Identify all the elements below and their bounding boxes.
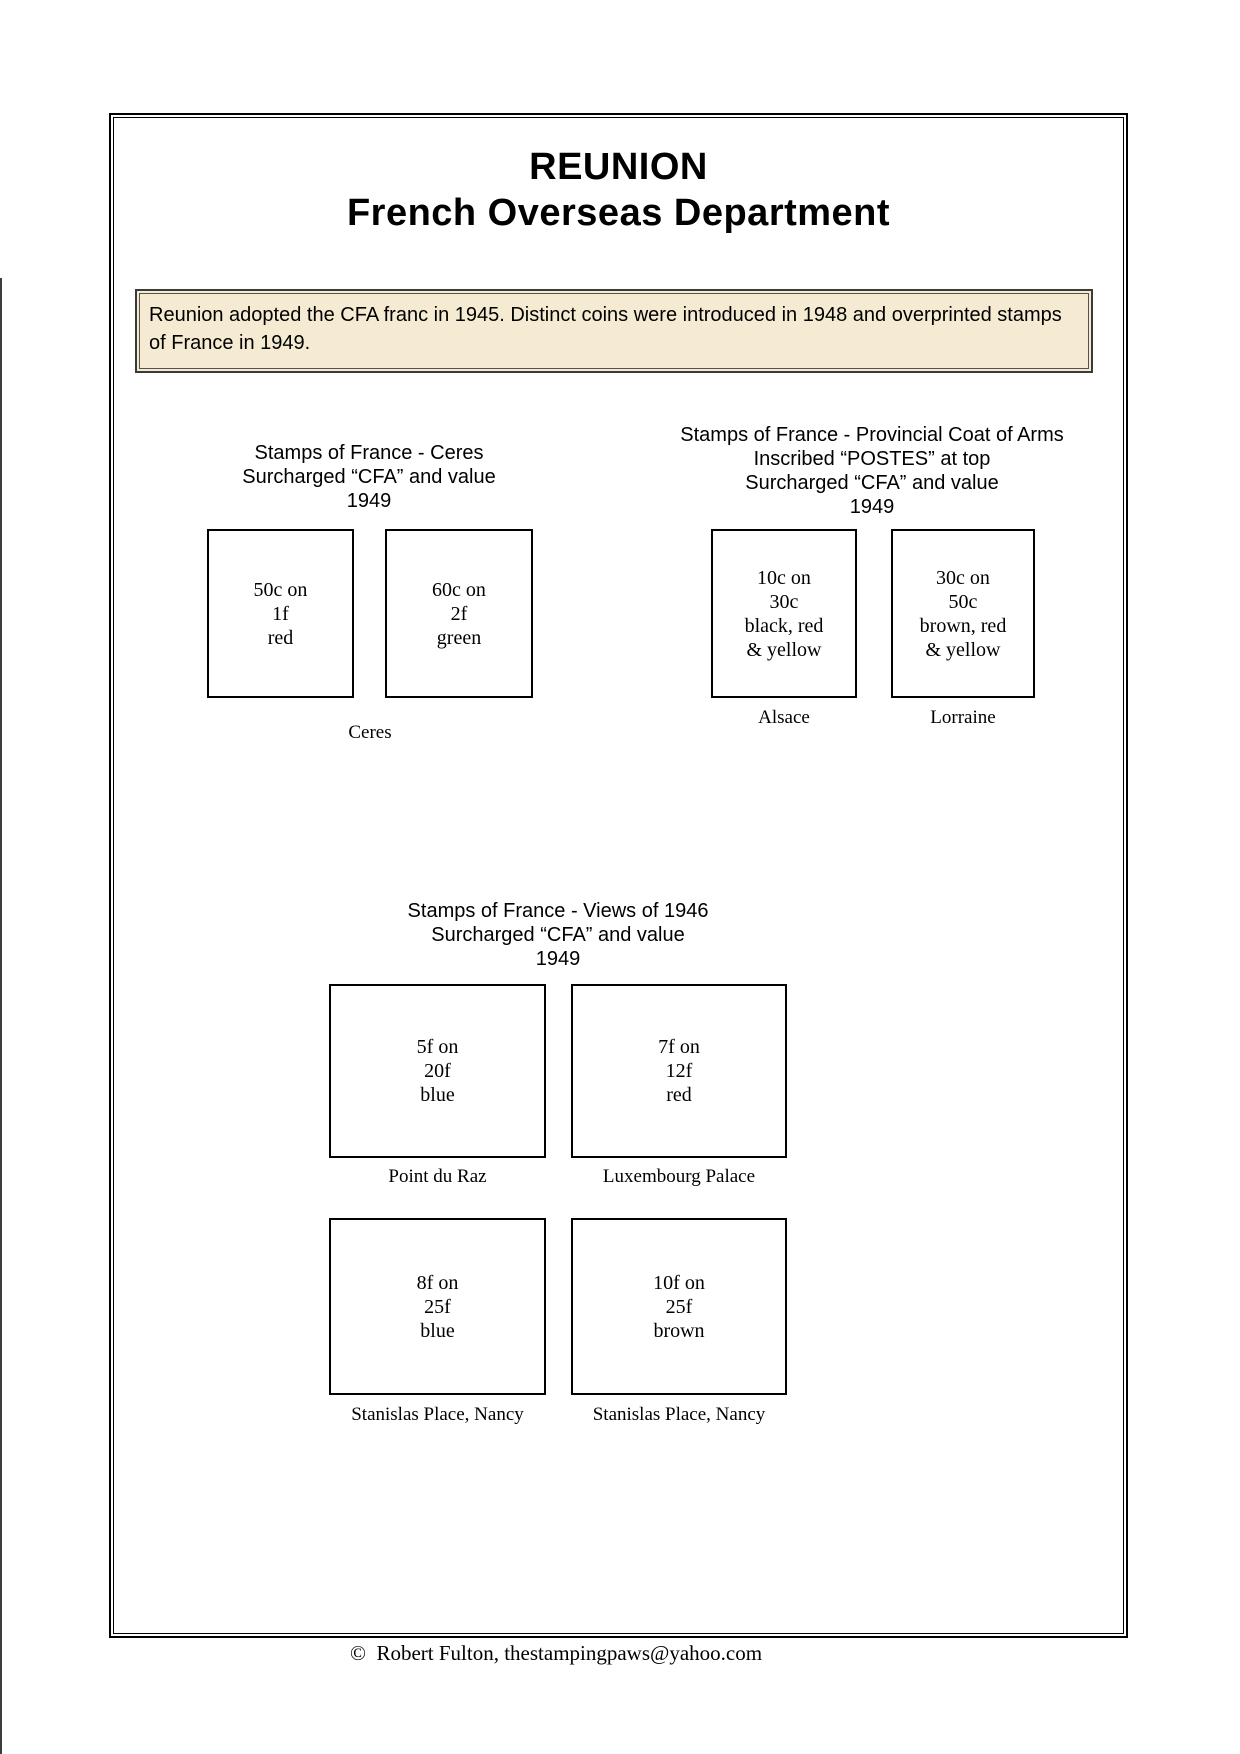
stamp-line: blue: [420, 1084, 455, 1106]
stamp-line: 60c on: [432, 578, 486, 601]
caption-stanislas-place-1: Stanislas Place, Nancy: [351, 1404, 524, 1425]
stamp-line: 5f on: [416, 1036, 459, 1058]
heading-line: Stamps of France - Views of 1946: [407, 900, 709, 922]
title-country: REUNION: [529, 146, 708, 188]
stamp-box-10f-on-25f: [571, 1218, 787, 1395]
heading-line: Inscribed “POSTES” at top: [753, 448, 991, 470]
stamp-line: 1f: [272, 602, 289, 625]
stamp-line: 50c: [948, 590, 978, 613]
heading-line: Surcharged “CFA” and value: [242, 466, 496, 488]
caption-stanislas-place-2: Stanislas Place, Nancy: [592, 1404, 766, 1425]
stamp-line: green: [436, 626, 482, 649]
stamp-line: 10c on: [757, 566, 811, 589]
stamp-line: 7f on: [658, 1036, 700, 1058]
stamp-line: 25f: [665, 1295, 693, 1318]
caption-lorraine: Lorraine: [930, 707, 996, 728]
heading-line: Surcharged “CFA” and value: [431, 924, 685, 946]
stamp-box-60c-on-2f: [385, 529, 533, 698]
stamp-line: 30c: [769, 590, 799, 613]
caption-alsace: Alsace: [758, 707, 810, 728]
caption-point-du-raz: Point du Raz: [388, 1166, 487, 1187]
stamp-line: black, red: [744, 614, 824, 637]
stamp-line: blue: [420, 1319, 455, 1342]
stamp-line: 50c on: [253, 578, 308, 601]
stamp-box-30c-on-50c: [891, 529, 1035, 698]
caption-luxembourg-palace: Luxembourg Palace: [602, 1166, 756, 1187]
section-heading-views: [388, 899, 728, 971]
stamp-box-7f-on-12f: [571, 984, 787, 1158]
stamp-line: brown, red: [919, 614, 1007, 637]
page-title: [109, 144, 1128, 236]
stamp-line: 10f on: [653, 1271, 705, 1294]
heading-line: Surcharged “CFA” and value: [745, 472, 999, 494]
stamp-line: 12f: [665, 1060, 693, 1082]
stamp-line: 20f: [424, 1060, 451, 1082]
stamp-box-10c-on-30c: [711, 529, 857, 698]
stamp-line: 2f: [450, 602, 468, 625]
heading-line: Stamps of France - Provincial Coat of Arms: [680, 424, 1064, 446]
stamp-box-5f-on-20f: [329, 984, 546, 1158]
stamp-line: 8f on: [416, 1271, 459, 1294]
stamp-line: 25f: [424, 1295, 451, 1318]
stamp-line: brown: [653, 1319, 705, 1342]
section-heading-provincial: [642, 423, 1102, 519]
heading-line: 1949: [346, 490, 392, 512]
stamp-line: red: [267, 626, 294, 649]
stamp-line: 30c on: [936, 566, 990, 589]
title-subtitle: French Overseas Department: [346, 192, 891, 234]
scan-edge-line: [0, 278, 2, 1754]
heading-line: 1949: [849, 496, 895, 518]
intro-note-text: Reunion adopted the CFA franc in 1945. Distinct coins were introduced in 1948 and overprinted stamps of France in 1949.: [149, 304, 1062, 354]
section-heading-ceres: [219, 441, 519, 513]
stamp-line: & yellow: [746, 638, 822, 661]
stamp-line: red: [666, 1084, 692, 1106]
stamp-line: & yellow: [925, 638, 1001, 661]
stamp-box-50c-on-1f: [207, 529, 354, 698]
stamp-box-8f-on-25f: [329, 1218, 546, 1395]
heading-line: 1949: [535, 948, 581, 970]
copyright-footer: © Robert Fulton, thestampingpaws@yahoo.com: [350, 1641, 763, 1665]
intro-note-box: [135, 289, 1093, 373]
heading-line: Stamps of France - Ceres: [254, 442, 484, 464]
caption-ceres: Ceres: [348, 722, 392, 743]
